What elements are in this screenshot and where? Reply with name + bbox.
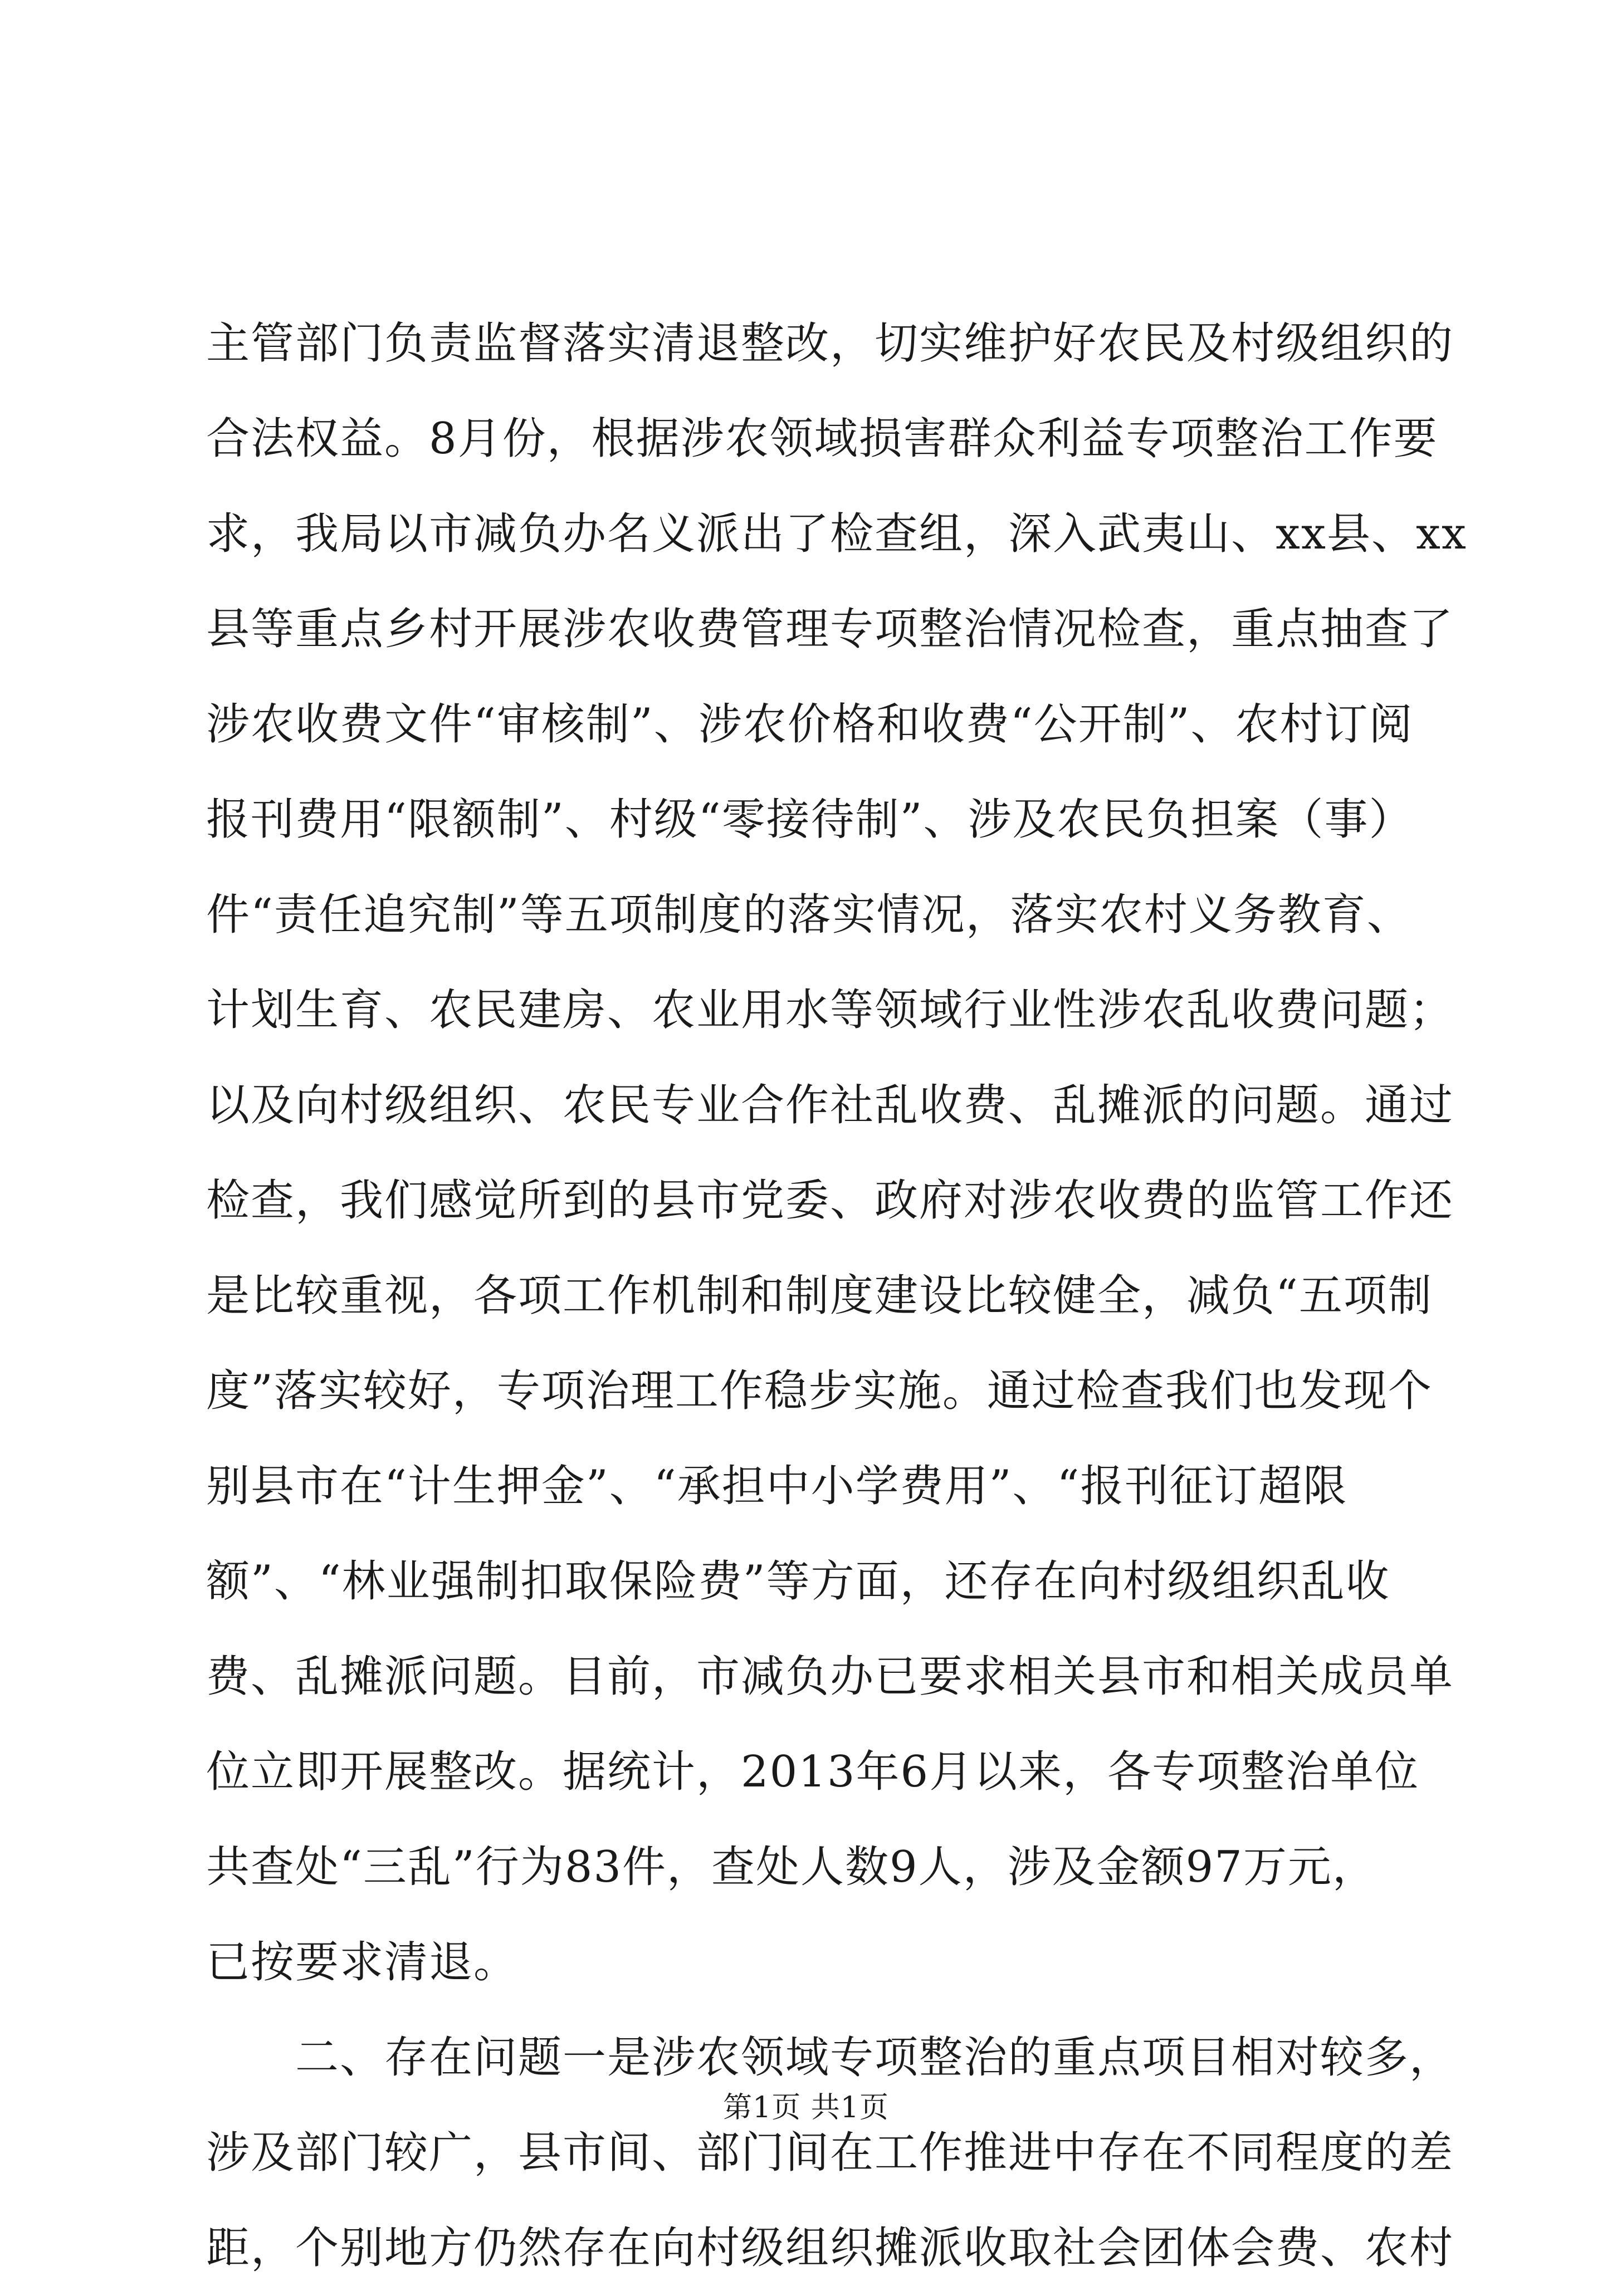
text-line: 别县市在“计生押金”、“承担中小学费用”、“报刊征订超限 xyxy=(206,1461,1348,1511)
text-line: 距，个别地方仍然存在向村级组织摊派收取社会团体会费、农村 xyxy=(206,2223,1454,2273)
text-line: 位立即开展整改。据统计，2013年6月以来，各专项整治单位 xyxy=(206,1747,1420,1797)
text-line: 合法权益。8月份，根据涉农领域损害群众利益专项整治工作要 xyxy=(206,414,1438,464)
text-line: 计划生育、农民建房、农业用水等领域行业性涉农乱收费问题； xyxy=(206,985,1454,1035)
text-line: 共查处“三乱”行为83件，查处人数9人，涉及金额97万元， xyxy=(206,1842,1377,1892)
text-line: 件“责任追究制”等五项制度的落实情况，落实农村义务教育、 xyxy=(206,890,1411,940)
document-body xyxy=(206,296,1467,2296)
text-line: 涉及部门较广，县市间、部门间在工作推进中存在不同程度的差 xyxy=(206,2128,1454,2178)
text-line: 以及向村级组织、农民专业合作社乱收费、乱摊派的问题。通过 xyxy=(206,1080,1454,1130)
text-line: 涉农收费文件“审核制”、涉农价格和收费“公开制”、农村订阅 xyxy=(206,699,1414,750)
text-line: 检查，我们感觉所到的县市党委、政府对涉农收费的监管工作还 xyxy=(206,1176,1454,1226)
text-line: 度”落实较好，专项治理工作稳步实施。通过检查我们也发现个 xyxy=(206,1366,1433,1416)
page-footer: 第1页 共1页 xyxy=(723,2091,889,2124)
paragraph-start-line: 二、存在问题一是涉农领域专项整治的重点项目相对较多， xyxy=(295,2033,1454,2083)
text-line: 已按要求清退。 xyxy=(206,1937,519,1987)
text-line: 求，我局以市减负办名义派出了检查组，深入武夷山、xx县、xx xyxy=(206,509,1467,559)
text-line: 主管部门负责监督落实清退整改，切实维护好农民及村级组织的 xyxy=(206,319,1454,369)
text-line: 额”、“林业强制扣取保险费”等方面，还存在向村级组织乱收 xyxy=(206,1556,1390,1607)
text-line: 县等重点乡村开展涉农收费管理专项整治情况检查，重点抽查了 xyxy=(206,604,1454,654)
text-line: 报刊费用“限额制”、村级“零接待制”、涉及农民负担案（事） xyxy=(206,795,1414,845)
text-line: 费、乱摊派问题。目前，市减负办已要求相关县市和相关成员单 xyxy=(206,1652,1454,1702)
text-line: 是比较重视，各项工作机制和制度建设比较健全，减负“五项制 xyxy=(206,1271,1433,1321)
